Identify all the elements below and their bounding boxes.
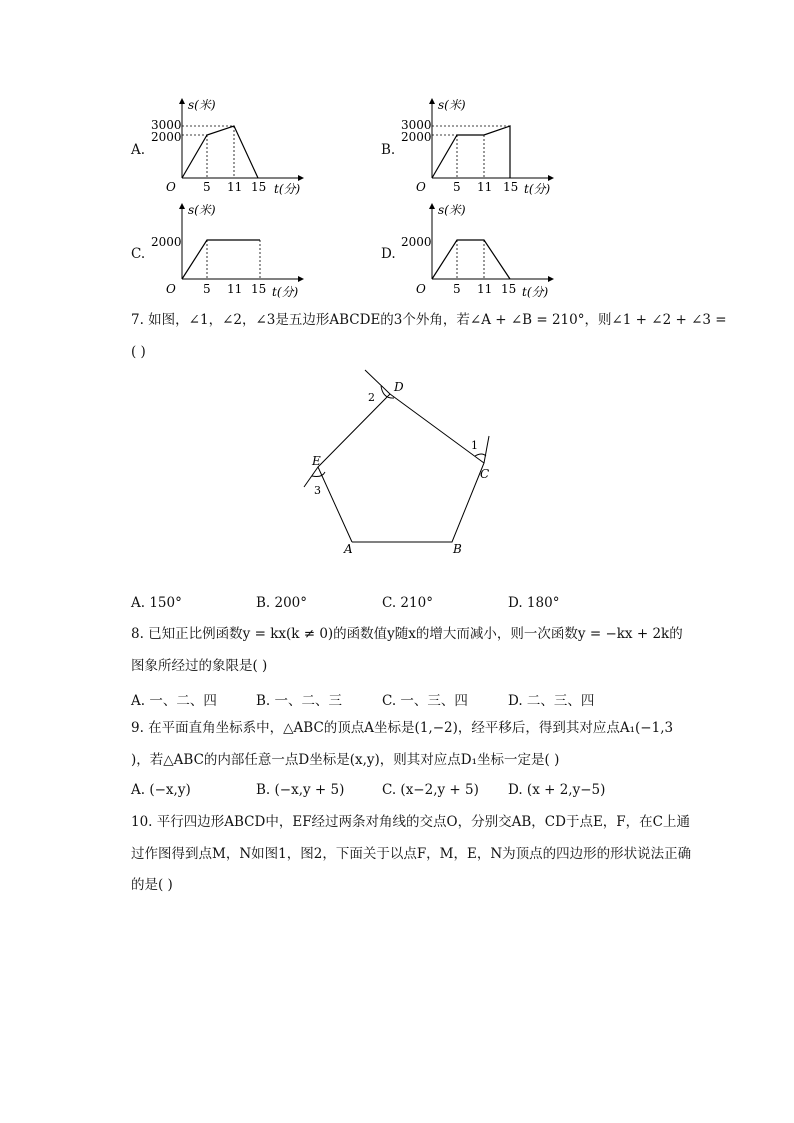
- q8-option-a[interactable]: A. 一、二、四: [131, 693, 217, 709]
- q8-stem-line2: 图象所经过的象限是( ): [131, 658, 268, 674]
- q10-stem-line3: 的是( ): [131, 877, 173, 893]
- graph-line: [432, 126, 510, 178]
- graph-option-c: [150, 201, 310, 301]
- angle-label-1: 1: [471, 439, 478, 452]
- x-axis-arrow: [548, 276, 554, 282]
- x-axis-arrow: [298, 175, 304, 181]
- x-axis-label: t(分): [274, 182, 301, 196]
- vertex-d: D: [394, 380, 404, 394]
- graph-line: [182, 240, 260, 279]
- origin-label: O: [166, 180, 176, 194]
- q8-option-b[interactable]: B. 一、二、三: [256, 693, 343, 709]
- x-tick-11: 11: [477, 282, 493, 296]
- x-tick-15: 15: [503, 180, 519, 194]
- x-tick-11: 11: [227, 180, 243, 194]
- x-tick-5: 5: [453, 180, 461, 194]
- q10-stem-line1: 10. 平行四边形ABCD中，EF经过两条对角线的交点O，分别交AB，CD于点E，F，在C上通: [131, 814, 690, 830]
- option-a-label[interactable]: A.: [131, 142, 146, 158]
- x-axis-label: t(分): [522, 285, 549, 299]
- x-axis-arrow: [548, 175, 554, 181]
- y-axis-arrow: [179, 203, 185, 209]
- q9-option-a[interactable]: A. (−x,y): [131, 782, 191, 798]
- option-c-label[interactable]: C.: [131, 246, 146, 262]
- y-axis-label: s(米): [438, 203, 466, 217]
- x-tick-5: 5: [203, 180, 211, 194]
- origin-label: O: [416, 282, 426, 296]
- q7-option-b[interactable]: B. 200°: [256, 595, 308, 611]
- y-tick-2000: 2000: [401, 235, 432, 249]
- vertex-b: B: [453, 542, 462, 556]
- y-tick-2000: 2000: [151, 235, 182, 249]
- q9-option-b[interactable]: B. (−x,y + 5): [256, 782, 345, 798]
- y-tick-3000: 3000: [151, 118, 182, 132]
- x-tick-11: 11: [227, 282, 243, 296]
- y-tick-3000: 3000: [401, 118, 432, 132]
- y-tick-2000: 2000: [401, 130, 432, 144]
- origin-label: O: [166, 282, 176, 296]
- y-axis-label: s(米): [438, 98, 466, 112]
- angle-arc-1: [475, 454, 486, 456]
- q10-stem-line2: 过作图得到点M，N如图1，图2，下面关于以点F，M，E，N为顶点的四边形的形状说法正确: [131, 846, 692, 862]
- angle-label-3: 3: [314, 484, 321, 497]
- x-axis-label: t(分): [524, 182, 551, 196]
- graph-option-d: [400, 201, 560, 301]
- q8-stem-line1: 8. 已知正比例函数y = kx(k ≠ 0)的函数值y随x的增大而减小，则一次函数y = −kx + 2k的: [131, 626, 683, 642]
- x-axis-label: t(分): [272, 285, 299, 299]
- y-axis-label: s(米): [188, 98, 216, 112]
- vertex-e: E: [312, 454, 321, 468]
- pentagon-outline: [318, 394, 484, 542]
- q7-option-a[interactable]: A. 150°: [131, 595, 182, 611]
- x-tick-15: 15: [251, 180, 267, 194]
- x-tick-5: 5: [453, 282, 461, 296]
- x-tick-15: 15: [501, 282, 517, 296]
- y-tick-2000: 2000: [151, 130, 182, 144]
- x-tick-5: 5: [203, 282, 211, 296]
- graph-option-b: [400, 96, 560, 196]
- y-axis-arrow: [429, 203, 435, 209]
- x-tick-11: 11: [477, 180, 493, 194]
- q7-option-c[interactable]: C. 210°: [382, 595, 433, 611]
- graph-line: [432, 240, 510, 279]
- vertex-c: C: [480, 467, 490, 481]
- q8-option-c[interactable]: C. 一、三、四: [382, 693, 468, 709]
- origin-label: O: [416, 180, 426, 194]
- x-axis-arrow: [298, 276, 304, 282]
- q7-stem-line1: 7. 如图，∠1，∠2，∠3是五边形ABCDE的3个外角，若∠A + ∠B = 210°，则∠1 + ∠2 + ∠3 =: [131, 312, 727, 328]
- y-axis-label: s(米): [188, 203, 216, 217]
- q9-option-c[interactable]: C. (x−2,y + 5): [382, 782, 479, 798]
- q9-option-d[interactable]: D. (x + 2,y−5): [508, 782, 606, 798]
- angle-label-2: 2: [368, 391, 375, 404]
- y-axis-arrow: [429, 98, 435, 104]
- q9-stem-line2: )，若△ABC的内部任意一点D坐标是(x,y)，则其对应点D₁坐标一定是( ): [131, 752, 560, 768]
- extension-bc: [484, 436, 489, 463]
- q8-option-d[interactable]: D. 二、三、四: [508, 693, 595, 709]
- option-b-label[interactable]: B.: [381, 142, 396, 158]
- graph-line: [182, 126, 258, 178]
- option-d-label[interactable]: D.: [381, 246, 396, 262]
- x-tick-15: 15: [251, 282, 267, 296]
- q7-option-d[interactable]: D. 180°: [508, 595, 560, 611]
- pentagon-figure: [290, 362, 510, 562]
- y-axis-arrow: [179, 98, 185, 104]
- vertex-a: A: [344, 542, 353, 556]
- graph-option-a: [150, 96, 310, 196]
- q9-stem-line1: 9. 在平面直角坐标系中，△ABC的顶点A坐标是(1,−2)，经平移后，得到其对应点A₁(−1,3: [131, 720, 674, 736]
- q7-stem-line2: ( ): [131, 344, 146, 360]
